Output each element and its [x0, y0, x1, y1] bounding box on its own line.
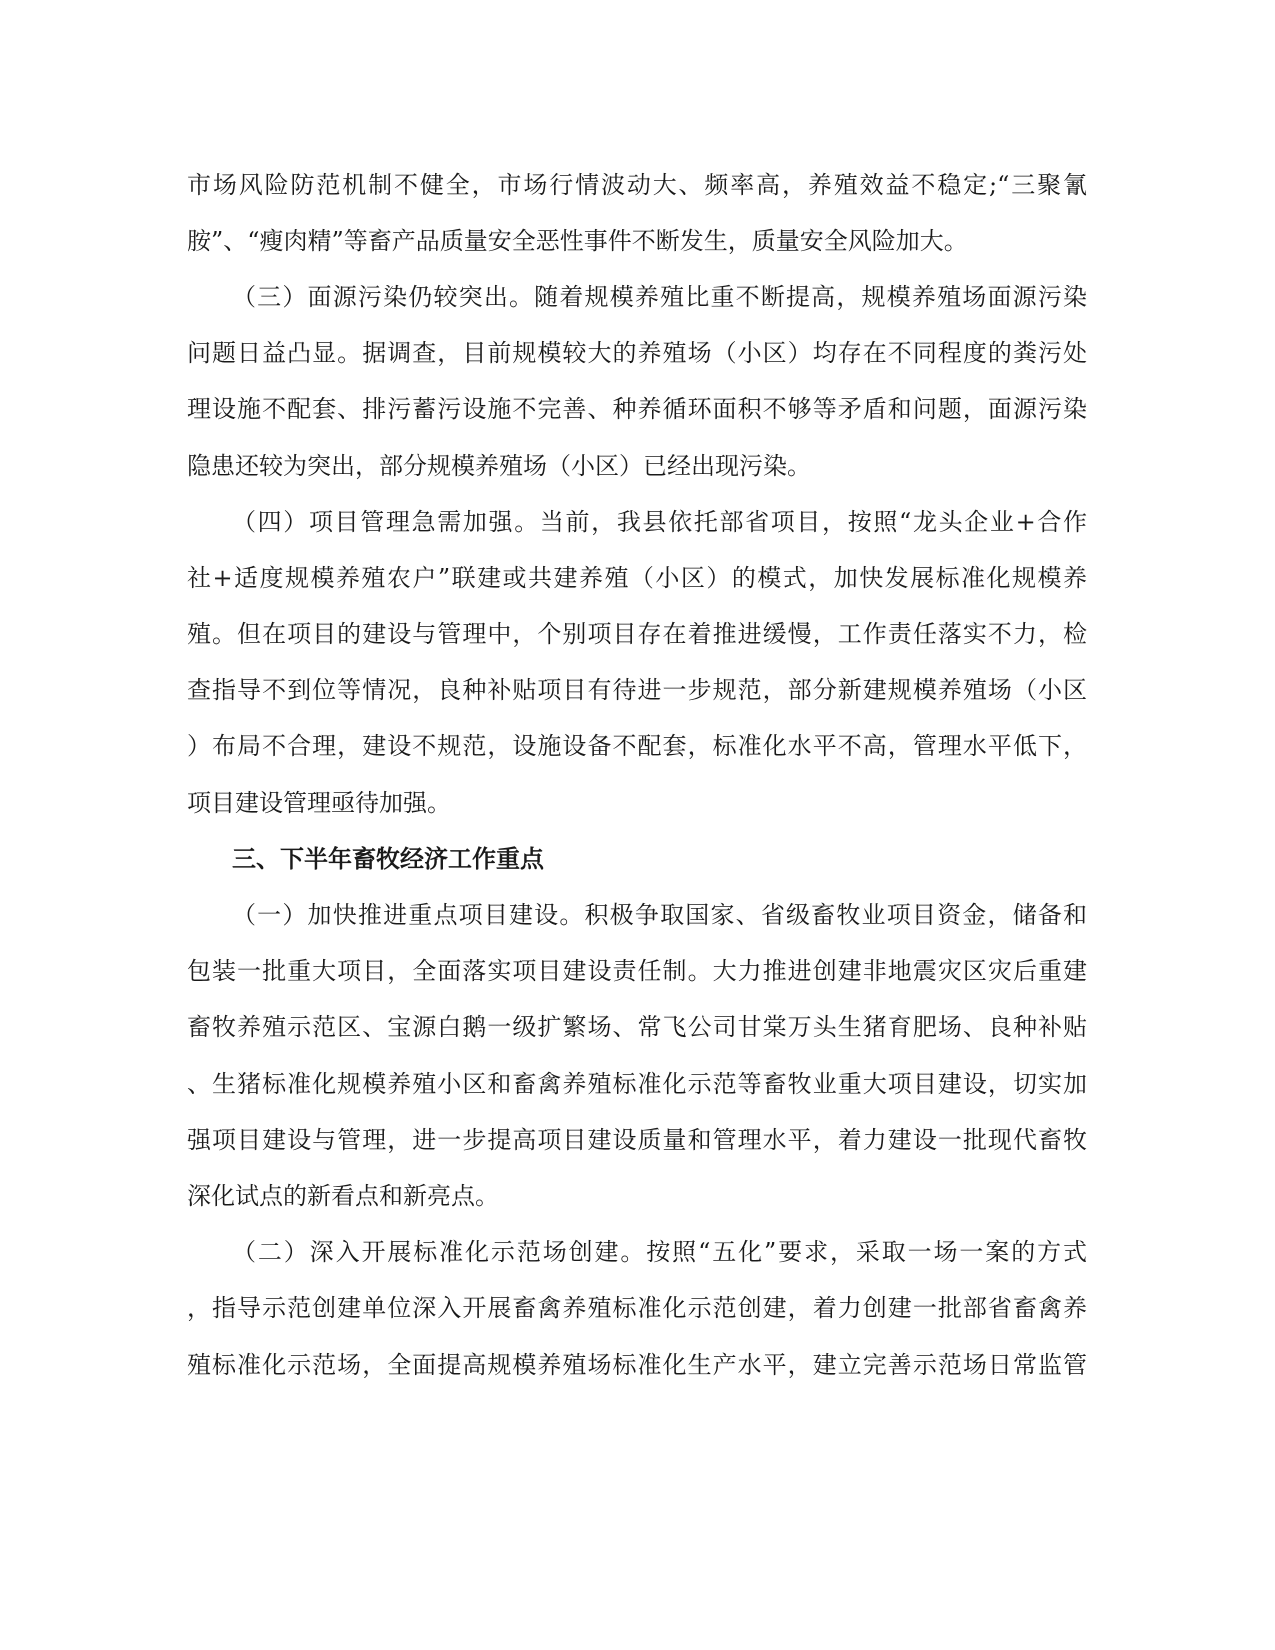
section-heading: 三、下半年畜牧经济工作重点: [232, 845, 544, 873]
text-line: 畜牧养殖示范区、宝源白鹅一级扩繁场、常飞公司甘棠万头生猪育肥场、良种补贴: [187, 1013, 1087, 1041]
text-line: 项目建设管理亟待加强。: [187, 789, 451, 817]
text-line: 强项目建设与管理，进一步提高项目建设质量和管理水平，着力建设一批现代畜牧: [187, 1126, 1087, 1154]
text-line: 、生猪标准化规模养殖小区和畜禽养殖标准化示范等畜牧业重大项目建设，切实加: [187, 1070, 1087, 1098]
text-line: 殖标准化示范场，全面提高规模养殖场标准化生产水平，建立完善示范场日常监管: [187, 1351, 1087, 1379]
text-line: 包装一批重大项目，全面落实项目建设责任制。大力推进创建非地震灾区灾后重建: [187, 957, 1087, 985]
paragraph-start-line: （四）项目管理急需加强。当前，我县依托部省项目，按照“龙头企业+合作: [232, 508, 1087, 536]
paragraph-start-line: （三）面源污染仍较突出。随着规模养殖比重不断提高，规模养殖场面源污染: [232, 283, 1087, 311]
paragraph-start-line: （一）加快推进重点项目建设。积极争取国家、省级畜牧业项目资金，储备和: [232, 901, 1087, 929]
text-line: 问题日益凸显。据调查，目前规模较大的养殖场（小区）均存在不同程度的粪污处: [187, 339, 1087, 367]
text-line: 理设施不配套、排污蓄污设施不完善、种养循环面积不够等矛盾和问题，面源污染: [187, 395, 1087, 423]
text-line: 胺”、“瘦肉精”等畜产品质量安全恶性事件不断发生，质量安全风险加大。: [187, 227, 968, 255]
paragraph-start-line: （二）深入开展标准化示范场创建。按照“五化”要求，采取一场一案的方式: [232, 1238, 1087, 1266]
text-line: 市场风险防范机制不健全，市场行情波动大、频率高，养殖效益不稳定;“三聚氰: [187, 171, 1087, 199]
text-line: 殖。但在项目的建设与管理中，个别项目存在着推进缓慢，工作责任落实不力，检: [187, 620, 1087, 648]
text-line: 社+适度规模养殖农户”联建或共建养殖（小区）的模式，加快发展标准化规模养: [187, 564, 1087, 592]
text-line: 隐患还较为突出，部分规模养殖场（小区）已经出现污染。: [187, 452, 811, 480]
text-line: ，指导示范创建单位深入开展畜禽养殖标准化示范创建，着力创建一批部省畜禽养: [187, 1294, 1087, 1322]
text-line: 深化试点的新看点和新亮点。: [187, 1182, 499, 1210]
text-line: 查指导不到位等情况，良种补贴项目有待进一步规范，部分新建规模养殖场（小区: [187, 676, 1087, 704]
text-line: ）布局不合理，建设不规范，设施设备不配套，标准化水平不高，管理水平低下，: [187, 732, 1087, 760]
